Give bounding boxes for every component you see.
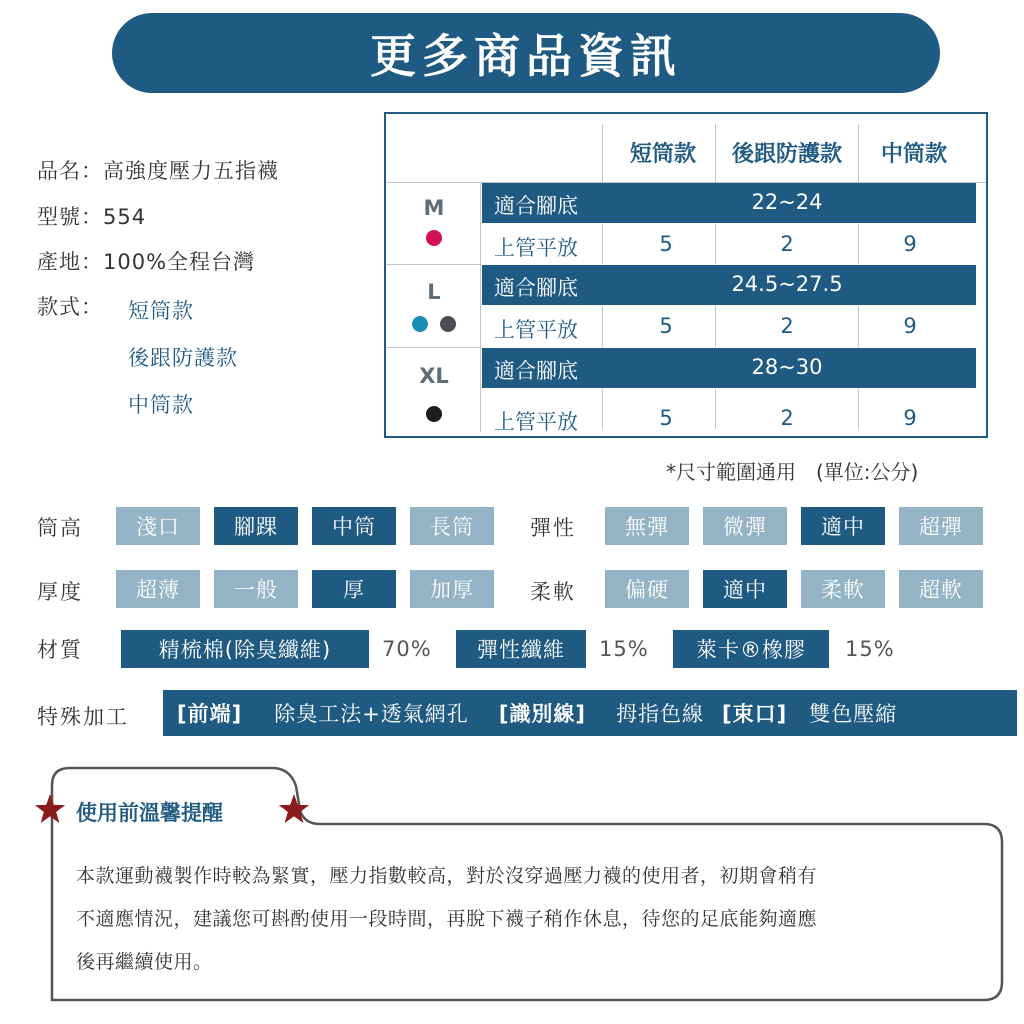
style-item: 中筒款 bbox=[128, 393, 194, 417]
material-chip: 萊卡®橡膠 bbox=[673, 630, 829, 668]
special-tag: [束口] bbox=[722, 702, 788, 726]
height-option: 腳踝 bbox=[214, 507, 298, 545]
height-option: 中筒 bbox=[312, 507, 396, 545]
fit-range: 22~24 bbox=[751, 190, 823, 214]
product-model-value: 554 bbox=[103, 205, 147, 229]
tube-label: 上管平放 bbox=[494, 236, 578, 260]
material-percent: 70% bbox=[382, 637, 432, 661]
material-label: 材質 bbox=[37, 638, 83, 662]
material-chip: 彈性纖維 bbox=[456, 630, 586, 668]
attr-height-label: 筒高 bbox=[37, 516, 83, 540]
tube-value: 9 bbox=[903, 314, 917, 338]
elasticity-option: 超彈 bbox=[899, 507, 983, 545]
material-percent: 15% bbox=[845, 637, 895, 661]
star-icon bbox=[278, 794, 310, 824]
column-header: 後跟防護款 bbox=[731, 142, 842, 167]
attr-elasticity-label: 彈性 bbox=[530, 516, 576, 540]
attr-thickness-label: 厚度 bbox=[37, 580, 83, 604]
tube-label: 上管平放 bbox=[494, 318, 578, 342]
tube-value: 9 bbox=[903, 406, 917, 430]
material-chip: 精梳棉(除臭纖維) bbox=[121, 630, 369, 668]
page-title: 更多商品資訊 bbox=[370, 29, 682, 83]
reminder-title: 使用前溫馨提醒 bbox=[76, 801, 223, 825]
special-tag: [識別線] bbox=[498, 702, 587, 726]
fit-range: 24.5~27.5 bbox=[731, 272, 843, 296]
tube-value: 2 bbox=[780, 406, 794, 430]
thickness-option: 一般 bbox=[214, 570, 298, 608]
thickness-option: 厚 bbox=[312, 570, 396, 608]
column-header: 短筒款 bbox=[629, 142, 696, 167]
product-origin-value: 100%全程台灣 bbox=[103, 250, 256, 274]
attr-softness-label: 柔軟 bbox=[530, 580, 576, 604]
tube-value: 5 bbox=[659, 406, 673, 430]
tube-value: 5 bbox=[659, 232, 673, 256]
tube-label: 上管平放 bbox=[494, 410, 578, 434]
softness-option: 超軟 bbox=[899, 570, 983, 608]
special-text: 拇指色線 bbox=[616, 702, 705, 726]
reminder-line: 後再繼續使用。 bbox=[76, 951, 213, 973]
column-header: 中筒款 bbox=[880, 142, 947, 167]
size-label-m: M bbox=[423, 196, 445, 220]
special-text: 雙色壓縮 bbox=[809, 702, 898, 726]
tube-value: 2 bbox=[780, 232, 794, 256]
elasticity-option: 無彈 bbox=[605, 507, 689, 545]
fit-range: 28~30 bbox=[751, 355, 823, 379]
special-tag: [前端] bbox=[177, 702, 243, 726]
softness-option: 偏硬 bbox=[605, 570, 689, 608]
height-option: 長筒 bbox=[410, 507, 494, 545]
material-percent: 15% bbox=[599, 637, 649, 661]
product-model-label: 型號： bbox=[37, 205, 103, 229]
size-label-xl: XL bbox=[419, 364, 449, 388]
fit-label: 適合腳底 bbox=[494, 194, 578, 218]
special-text: 除臭工法+透氣網孔 bbox=[274, 702, 469, 726]
height-option: 淺口 bbox=[116, 507, 200, 545]
elasticity-option: 微彈 bbox=[703, 507, 787, 545]
softness-option: 柔軟 bbox=[801, 570, 885, 608]
reminder-line: 本款運動襪製作時較為緊實，壓力指數較高，對於沒穿過壓力襪的使用者，初期會稍有 bbox=[76, 865, 818, 887]
thickness-option: 超薄 bbox=[116, 570, 200, 608]
tube-value: 2 bbox=[780, 314, 794, 338]
reminder-line: 不適應情況，建議您可斟酌使用一段時間，再脫下襪子稍作休息，待您的足底能夠適應 bbox=[76, 908, 818, 930]
fit-label: 適合腳底 bbox=[494, 359, 578, 383]
size-label-l: L bbox=[427, 280, 441, 304]
fit-label: 適合腳底 bbox=[494, 276, 578, 300]
style-item: 短筒款 bbox=[128, 299, 194, 323]
tube-value: 5 bbox=[659, 314, 673, 338]
size-note: *尺寸範圍通用 (單位:公分) bbox=[666, 460, 919, 484]
special-label: 特殊加工 bbox=[37, 705, 129, 729]
tube-value: 9 bbox=[903, 232, 917, 256]
thickness-option: 加厚 bbox=[410, 570, 494, 608]
softness-option: 適中 bbox=[703, 570, 787, 608]
product-origin-label: 產地： bbox=[37, 250, 103, 274]
product-name-label: 品名： bbox=[37, 159, 103, 183]
product-name-value: 高強度壓力五指襪 bbox=[103, 159, 279, 183]
product-style-label: 款式： bbox=[37, 295, 103, 319]
star-icon bbox=[34, 794, 66, 824]
elasticity-option: 適中 bbox=[801, 507, 885, 545]
style-item: 後跟防護款 bbox=[128, 346, 238, 370]
